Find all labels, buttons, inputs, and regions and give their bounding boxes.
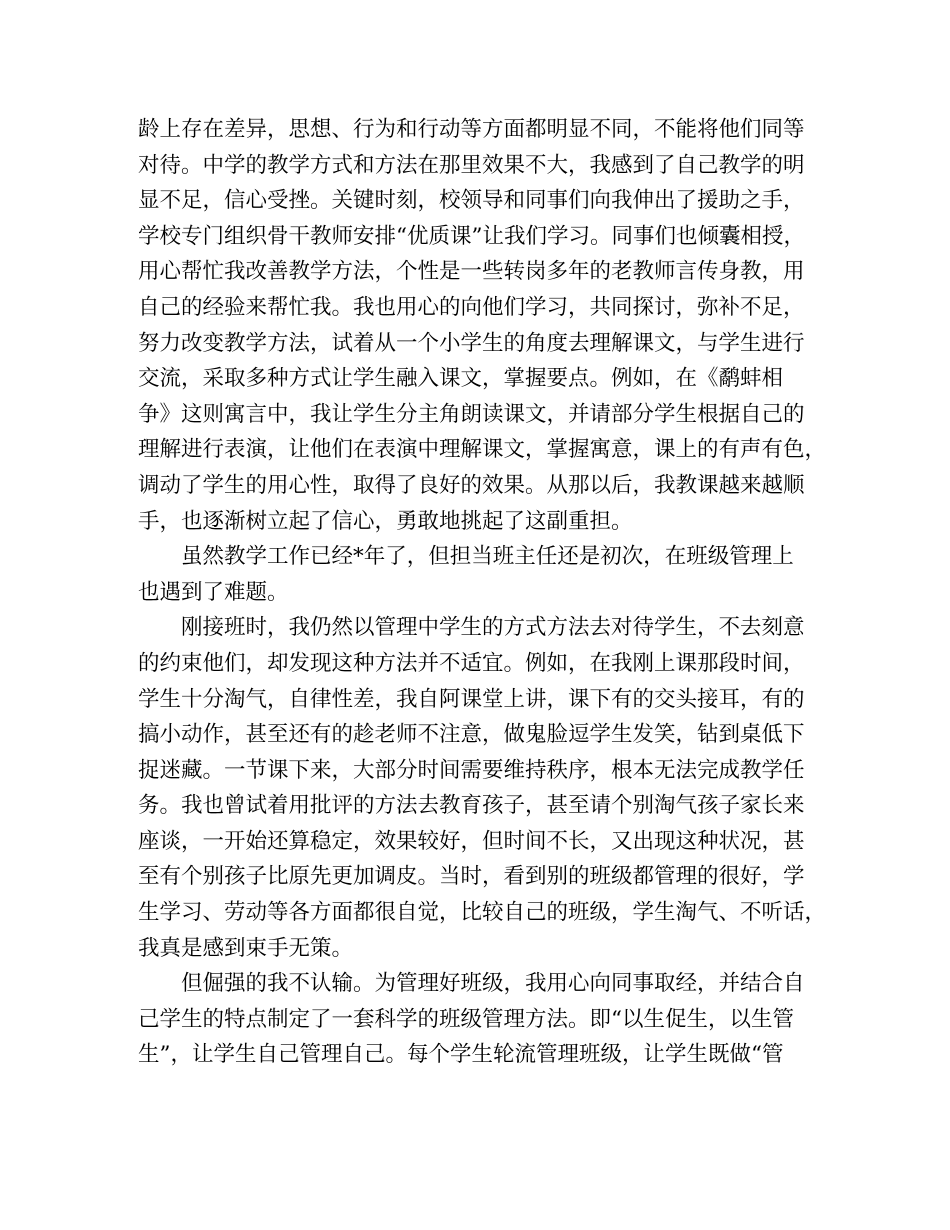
text-line: 理解进行表演，让他们在表演中理解课文，掌握寓意，课上的有声有色， — [138, 437, 827, 463]
text-line: 用心帮忙我改善教学方法，个性是一些转岗多年的老教师言传身教，用 — [138, 259, 805, 285]
text-line: 自己的经验来帮忙我。我也用心的向他们学习，共同探讨，弥补不足， — [138, 294, 805, 320]
text-line-indented: 刚接班时，我仍然以管理中学生的方式方法去对待学生，不去刻意 — [181, 615, 805, 641]
text-line-indented: 虽然教学工作已经*年了，但担当班主任还是初次，在班级管理上 — [181, 544, 794, 570]
text-line: 对待。中学的教学方式和方法在那里效果不大，我感到了自己教学的明 — [138, 152, 805, 178]
text-line: 务。我也曾试着用批评的方法去教育孩子，甚至请个别淘气孩子家长来 — [138, 793, 805, 819]
paragraph-2 — [138, 539, 828, 610]
text-line: 己学生的特点制定了一套科学的班级管理方法。即“以生促生，以生管 — [138, 1006, 794, 1032]
paragraph-1 — [138, 112, 828, 539]
text-line: 龄上存在差异，思想、行为和行动等方面都明显不同，不能将他们同等 — [138, 117, 805, 142]
paragraph-3 — [138, 610, 828, 966]
text-line: 至有个别孩子比原先更加调皮。当时，看到别的班级都管理的很好，学 — [138, 864, 805, 890]
text-line: 争》这则寓言中，我让学生分主角朗读课文，并请部分学生根据自己的 — [138, 401, 805, 427]
text-line: 的约束他们，却发现这种方法并不适宜。例如，在我刚上课那段时间， — [138, 650, 805, 676]
text-line: 调动了学生的用心性，取得了良好的效果。从那以后，我教课越来越顺 — [138, 472, 805, 498]
text-line: 座谈，一开始还算稳定，效果较好，但时间不长，又出现这种状况，甚 — [138, 828, 805, 854]
text-line: 我真是感到束手无策。 — [138, 935, 354, 961]
text-line: 学校专门组织骨干教师安排“优质课”让我们学习。同事们也倾囊相授， — [138, 223, 805, 249]
text-line: 手，也逐渐树立起了信心，勇敢地挑起了这副重担。 — [138, 508, 633, 534]
text-line: 也遇到了难题。 — [138, 579, 289, 605]
text-line: 搞小动作，甚至还有的趁老师不注意，做鬼脸逗学生发笑，钻到桌低下 — [138, 722, 805, 748]
text-line: 学生十分淘气，自律性差，我自阿课堂上讲，课下有的交头接耳，有的 — [138, 686, 805, 712]
paragraph-4 — [138, 966, 828, 1073]
text-line: 捉迷藏。一节课下来，大部分时间需要维持秩序，根本无法完成教学任 — [138, 757, 805, 783]
text-line: 生”，让学生自己管理自己。每个学生轮流管理班级，让学生既做“管 — [138, 1042, 784, 1068]
document-body — [138, 112, 828, 1073]
text-line: 交流，采取多种方式让学生融入课文，掌握要点。例如，在《鹬蚌相 — [138, 366, 784, 392]
text-line: 生学习、劳动等各方面都很自觉，比较自己的班级，学生淘气、不听话， — [138, 900, 827, 926]
text-line-indented: 但倔强的我不认输。为管理好班级，我用心向同事取经，并结合自 — [181, 971, 805, 997]
text-line: 努力改变教学方法，试着从一个小学生的角度去理解课文，与学生进行 — [138, 330, 805, 356]
text-line: 显不足，信心受挫。关键时刻，校领导和同事们向我伸出了援助之手， — [138, 188, 805, 214]
